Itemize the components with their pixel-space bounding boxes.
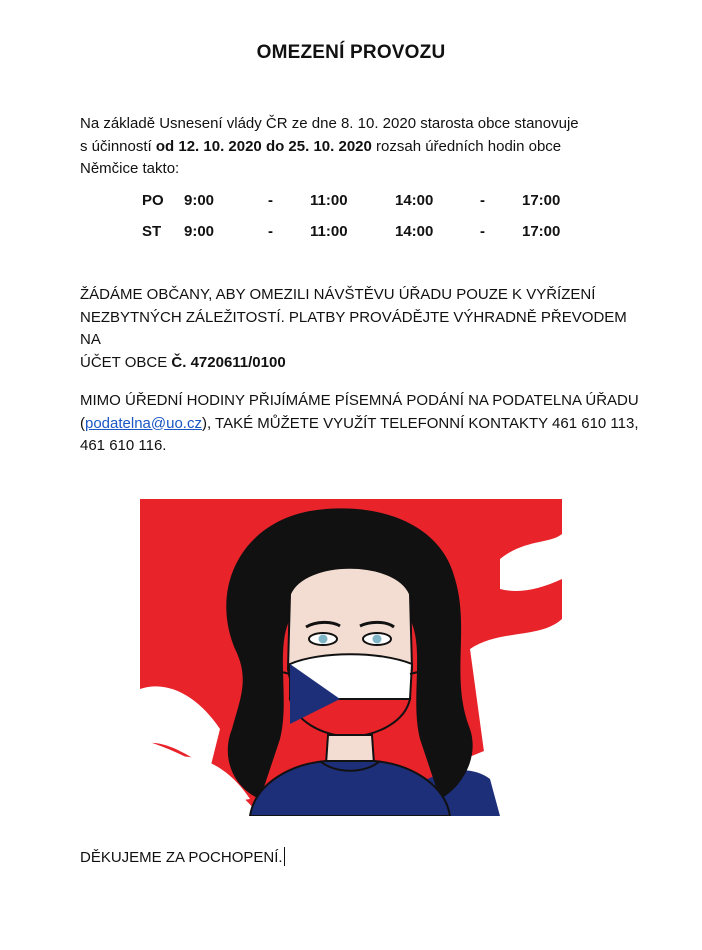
hours-dash: - [268, 192, 273, 209]
hours-from-morning: 9:00 [184, 192, 215, 209]
notice-line-1: ŽÁDÁME OBČANY, ABY OMEZILI NÁVŠTĚVU ÚŘADU POUZE K VYŘÍZENÍ [80, 286, 596, 303]
hours-dash: - [480, 192, 485, 209]
hours-to-afternoon: 17:00 [522, 192, 561, 209]
hours-to-morning: 11:00 [310, 192, 348, 209]
contact-line-1: MIMO ÚŘEDNÍ HODINY PŘIJÍMÁME PÍSEMNÁ PODÁNÍ NA PODATELNA ÚŘADU [80, 392, 639, 409]
hours-to-morning: 11:00 [310, 223, 348, 240]
closing-line: DĚKUJEME ZA POCHOPENÍ. [80, 849, 283, 866]
validity-period: od 12. 10. 2020 do 25. 10. 2020 [155, 137, 372, 155]
hours-dash: - [480, 223, 485, 240]
page-title: OMEZENÍ PROVOZU [256, 42, 446, 63]
hours-day: ST [142, 223, 162, 240]
intro-line-1: Na základě Usnesení vlády ČR ze dne 8. 10. 2020 starosta obce stanovuje [80, 115, 579, 132]
contact-line-2: (podatelna@uo.cz), TAKÉ MŮŽETE VYUŽÍT TELEFONNÍ KONTAKTY 461 610 113, [80, 414, 639, 432]
hours-day: PO [142, 192, 164, 209]
masked-woman-illustration [140, 499, 562, 816]
intro-line-2: s účinností od 12. 10. 2020 do 25. 10. 2020 rozsah úředních hodin obce [80, 137, 562, 155]
hours-to-afternoon: 17:00 [522, 223, 561, 240]
notice-paragraph [80, 284, 640, 374]
intro-paragraph [80, 113, 640, 181]
hours-dash: - [268, 223, 273, 240]
contact-paragraph [80, 390, 640, 458]
notice-line-2: NEZBYTNÝCH ZÁLEŽITOSTÍ. PLATBY PROVÁDĚJTE VÝHRADNĚ PŘEVODEM NA [80, 308, 627, 348]
notice-line-3: ÚČET OBCE Č. 4720611/0100 [80, 353, 286, 371]
hours-from-morning: 9:00 [184, 223, 215, 240]
contact-line-3: 461 610 116. [80, 437, 167, 454]
intro-line-3: Němčice takto: [80, 160, 180, 177]
email-link[interactable]: podatelna@uo.cz [85, 414, 202, 432]
hours-from-afternoon: 14:00 [395, 192, 434, 209]
account-number: Č. 4720611/0100 [171, 353, 286, 371]
hours-from-afternoon: 14:00 [395, 223, 434, 240]
text-cursor [284, 847, 285, 866]
